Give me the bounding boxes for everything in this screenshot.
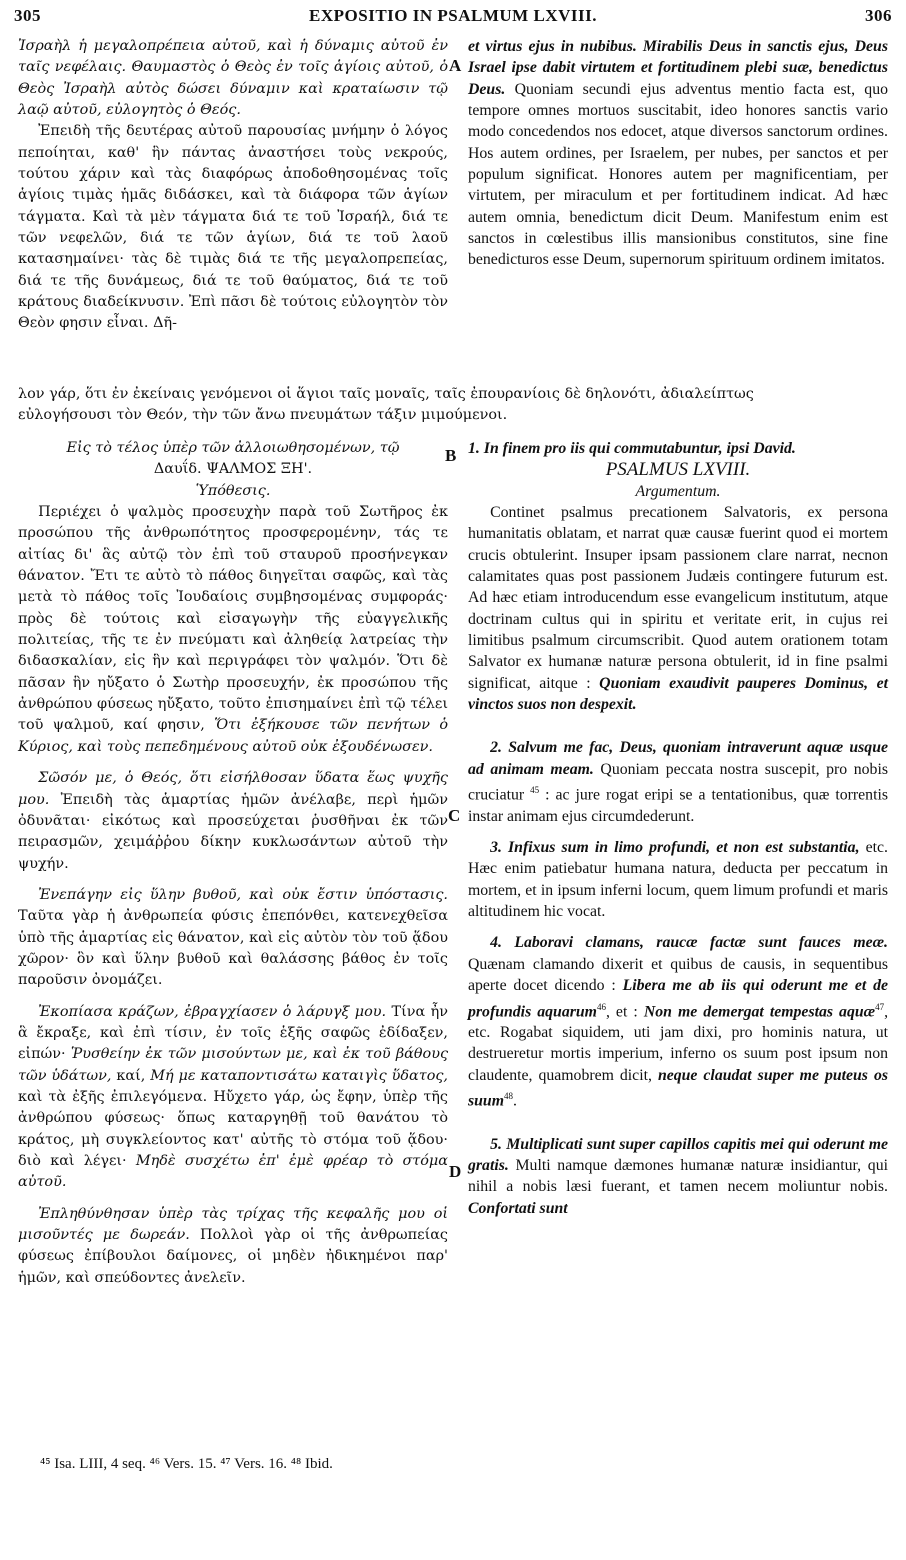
footnotes: ⁴⁵ Isa. LIII, 4 seq. ⁴⁶ Vers. 15. ⁴⁷ Vers. 16. ⁴⁸ Ibid. (40, 1456, 333, 1472)
page-number-right: 306 (865, 6, 892, 25)
latin-commentary-text: Quoniam secundi ejus adventus mentio facta est, quo tempore omnes mortuos suscitabit, ideo honores sanctis vario modo concedendos nos edocet, atque diversos sanctorum ordines. Hos autem ordines, per Israelem, per nubes, per sanctos et per populum significat. Honores autem per magnificentiam, per virtutem, per miraculum et per fortitudinem indicat. Ad hæc autem omnia, benedictum dicit Deum. Manifestum enim est sanctos in cœlestibus illis mansionibus constitutos, sine fine benedicturos esse Deum, supernorum spirituum ordinem imitatos. (468, 80, 888, 269)
latin-verse-4: 4. Laboravi clamans, raucæ factæ sunt fauces meæ. Quænam clamando dixerit et quibus de causis, in sequentibus aperte docet dicendo : Libera me ab iis qui oderunt me et de profundis aquarum$^{46}$, et : Non me demergat tempestas aquæ$^{47}$, etc. Rogabat siquidem, uti jam dixi, pro hominis natura, ut destrueretur mortis imperium, inferno os suum post ipsum non claudente, quamobrem dicit, neque claudat super me puteus os suum$^{48}$. (468, 934, 889, 1110)
latin-verse-3: 3. Infixus sum in limo profundi, et non est substantia, etc. Hæc enim patiebatur humana natura, deducta per peccatum in mortem, et in ipsum inferni locum, quem limum profundi et maris altitudinem hic vocat. (468, 839, 888, 921)
greek-column-lower (18, 438, 448, 1289)
latin-verse-5: 5. Multiplicati sunt super capillos capitis mei qui oderunt me gratis. Multi namque dæmones humanæ naturæ insidiantur, qui nihil a nobis læsi fuerant, et tamen necem moliuntur nobis. Confortati sunt (468, 1135, 888, 1217)
greek-verse-4: Ἐκοπίασα κράζων, ἐβραγχίασεν ὁ λάρυγξ μου. Τίνα ἦν ἃ ἔκραξε, καὶ ἐπὶ τίσιν, ἐν τοῖς ἑξῆς σαφῶς ἐδίδαξεν, εἰπών· Ῥυσθείην ἐκ τῶν μισούντων με, καὶ ἐκ τοῦ βάθους τῶν ὑδάτων, καί, Μή με καταποντισάτω καταιγὶς ὕδατος, καὶ τὰ ἐξῆς ἐπιλεγόμενα. Ηὔχετο γάρ, ὡς ἔφην, ὑπὲρ τῆς ἀνθρώπου φύσεως· ὅπως καταργηθῇ τοῦ θανάτου τὸ κράτος, μὴ συγκλείοντος κατ' αὐτῆς τὸ στόμα τοῦ ᾅδου· διὸ καὶ λέγει· Μηδὲ συσχέτω ἐπ' ἐμὲ φρέαρ τὸ στόμα αὐτοῦ. (18, 1003, 449, 1191)
latin-verse-3-lemma: 3. Infixus sum in limo profundi, et non est substantia, (490, 839, 860, 857)
greek-psalm-title-line-2: Δαυΐδ. ΨΑΛΜΟΣ ΞΗ'. (153, 461, 313, 478)
greek-verse-3-lemma: Ἐνεπάγην εἰς ὕλην βυθοῦ, καὶ οὐκ ἔστιν ὑπόστασις. (38, 886, 448, 903)
greek-commentary: Ἐπειδὴ τῆς δευτέρας αὐτοῦ παρουσίας μνήμην ὁ λόγος πεποίηται, καθ' ἣν πάντας ἀναστήσει τοὺς νεκρούς, τούτου χάριν καὶ τὰς διαφόρως ἀποδοθησομένας τοῖς ἁγίοις τιμὰς ἡμᾶς διδάσκει, καὶ τὰ διάφορα τῶν ἁγίων τάγματα. Καὶ τὰ μὲν τάγματα διά τε τοῦ Ἰσραήλ, διά τε τῶν νεφελῶν, διά τε τῶν ἁγίων, διά τε τοῦ λαοῦ κατασημαίνει· τὰς δὲ τιμὰς διά τε τῆς μεγαλοπρεπείας, διά τε τῆς δυνάμεως, διά τε τοῦ θαύματος, διά τε τοῦ κράτους διαδείκνυσιν. Ἐπὶ πᾶσι δὲ τούτοις εὐλογητὸν τὸν Θεὸν φησιν εἶναι. Δῆ- (18, 123, 448, 332)
greek-verse-3-text: Ταῦτα γὰρ ἡ ἀνθρωπεία φύσις ἐπεπόνθει, κατενεχθεῖσα ὑπὸ τῆς ἁμαρτίας εἰς θάνατον, καὶ εἰς αὐτὸν τὸν τοῦ ᾅδου χῶρον· ὃν καὶ ὕλην βυθοῦ καὶ θαλάσσης βάθος ἐν τοῖς παροῦσιν ὀνομάζει. (18, 908, 448, 989)
greek-full-line-1: λον γάρ, ὅτι ἐν ἐκείναις γενόμενοι οἱ ἅγιοι ταῖς μοναῖς, ταῖς ἐπουρανίοις δὲ δηλονότι, ἀδιαλείπτως (18, 386, 754, 402)
latin-psalm-title-line: 1. In finem pro iis qui commutabuntur, ipsi David. (468, 440, 796, 457)
latin-argumentum-quote: Quoniam exaudivit pauperes Dominus, et vinctos suos non despexit. (468, 674, 889, 714)
greek-verse-4-lemma: Ἐκοπίασα κράζων, ἐβραγχίασεν ὁ λάρυγξ μου. (38, 1003, 387, 1020)
greek-full-line-2: εὐλογήσουσι τὸν Θεόν, τὴν τῶν ἄνω πνευμάτων τάξιν μιμούμενοι. (18, 407, 508, 424)
greek-verse-5-text: Πολλοὶ γὰρ οἱ τῆς ἀνθρωπείας φύσεως ἐπίβουλοι δαίμονες, οἱ μηδὲν ἠδικημένοι παρ' ἡμῶν, καὶ σπεύδοντες ἀνελεῖν. (18, 1227, 448, 1286)
greek-psalm-title-line-1: Εἰς τὸ τέλος ὑπὲρ τῶν ἀλλοιωθησομένων, τῷ (66, 440, 400, 456)
latin-psalm-number: PSALMUS LXVIII. (605, 459, 751, 481)
greek-verse-2 (18, 768, 448, 875)
greek-verse-2-text: Ἐπειδὴ τὰς ἁμαρτίας ἡμῶν ἀνέλαβε, περὶ ἡμῶν ὀδυνᾶται· εἰκότως καὶ προσεύχεται ῥυσθῆναι ἐκ τῶν πειρασμῶν, χειμάῤῥου δίκην κυκλωσάντων αὐτοῦ τὴν ψυχήν. (18, 791, 448, 872)
greek-hypothesis-text: Περιέχει ὁ ψαλμὸς προσευχὴν παρὰ τοῦ Σωτῆρος ἐκ προσώπου τῆς ἀνθρωπότητος προσφερομένην, τάς τε αἰτίας δι' ἃς αὐτῷ τὸν ἐπὶ τοῦ σταυροῦ προσήνεγκαν θάνατον. Ἔτι τε αὐτὸ τὸ πάθος διηγεῖται σαφῶς, καὶ τὰς μετὰ τὸ πάθος τοῖς Ἰουδαίοις συμβησομένας συμφοράς· πρὸς δὲ τούτοις καὶ εἰσαγωγὴν τῆς εὐαγγελικῆς πολιτείας, τῆς τε ἐν πνεύματι καὶ ἀληθείᾳ λατρείας τὴν διδασκαλίαν, εἰς ἣν καὶ περιγράφει τὸν ψαλμόν. Ὅτι δὲ πᾶσαν ἣν ηὔξατο ὁ Σωτὴρ προσευχήν, ἐκ προσώπου τῆς ἀνθρώπου φύσεως ηὔξατο, τοῦτο ἐπισημαίνει ἐπὶ τῷ τέλει τοῦ ψαλμοῦ, καί φησιν, Ὅτι ἐξήκουσε τῶν πενήτων ὁ Κύριος, καὶ τοὺς πεπεδημένους αὐτοῦ οὐκ ἐξουδένωσεν. (18, 504, 448, 755)
greek-verse-2-lemma: Σῶσόν με, ὁ Θεός, ὅτι εἰσήλθοσαν ὕδατα ἕως ψυχῆς μου. (18, 770, 448, 808)
latin-verse-2-lemma: 2. Salvum me fac, Deus, quoniam intraverunt aquæ usque ad animam meam. (468, 739, 888, 778)
page-number-left: 305 (14, 6, 41, 25)
margin-letter-b: B (445, 446, 457, 465)
footnote-ref-47[interactable]: 47 (875, 1001, 885, 1012)
footnote-ref-46[interactable]: 46 (596, 1001, 606, 1012)
footnote-ref-48[interactable]: 48 (504, 1091, 514, 1102)
greek-verse-3 (18, 885, 448, 992)
margin-letter-a: A (449, 56, 462, 75)
greek-verse-5-lemma: Ἐπληθύνθησαν ὑπὲρ τὰς τρίχας τῆς κεφαλῆς μου οἱ μισοῦντές με δωρεάν. (18, 1205, 448, 1244)
latin-argumentum-text: Continet psalmus precationem Salvatoris, ex persona humanitatis oblatam, et narrat quæ causæ fuerint quod ei mortem crucis obtulerint. Insuper ipsam passionem clare narrat, necnon calamitates quas post passionem Judæis contingere futurum est. Ad hæc etiam introducendum esse evangelicum institutum, atque doctrinam cultus qui in spiritu et veritate erit, in cujus rei limitibus psalmum circumscribit. Quod autem orationem totam Salvator ex humanæ naturæ persona obtulerit, id in fine psalmi significat, aitque : Quoniam exaudivit pauperes Dominus, et vinctos suos non despexit. (468, 504, 889, 714)
greek-verse-5 (18, 1204, 448, 1289)
greek-column-upper (18, 36, 448, 390)
greek-full-width-continuation (18, 384, 888, 427)
running-header (14, 6, 892, 30)
latin-verse-4-lemma: 4. Laboravi clamans, raucæ factæ sunt fauces meæ. (490, 934, 888, 952)
latin-verse-2: 2. Salvum me fac, Deus, quoniam intraverunt aquæ usque ad animam meam. Quoniam peccata nostra suscepit, pro nobis cruciatur $^{45}$ : ac jure rogat eripi se a tentationibus, quæ torrentis instar animam ejus circumdederunt. (468, 739, 889, 825)
latin-verse-5-lemma: 5. Multiplicati sunt super capillos capitis mei qui oderunt me gratis. (468, 1135, 888, 1175)
latin-column-lower (468, 438, 888, 1219)
greek-verse-lemma: Ἰσραὴλ ἡ μεγαλοπρέπεια αὐτοῦ, καὶ ἡ δύναμις αὐτοῦ ἐν ταῖς νεφέλαις. Θαυμαστὸς ὁ Θεὸς ἐν τοῖς ἁγίοις αὐτοῦ, ὁ Θεὸς Ἰσραὴλ αὐτὸς δώσει δύναμιν καὶ κραταίωσιν τῷ λαῷ αὐτοῦ, εὐλογητὸς ὁ Θεός. (18, 38, 448, 119)
margin-letter-c: C (448, 806, 461, 825)
latin-commentary-upper (468, 36, 888, 271)
margin-letter-d: D (449, 1162, 462, 1181)
latin-column-upper (468, 36, 888, 390)
latin-argumentum-heading: Argumentum. (635, 482, 721, 500)
greek-hypothesis-quote: Ὅτι ἐξήκουσε τῶν πενήτων ὁ Κύριος, καὶ τοὺς πεπεδημένους αὐτοῦ οὐκ ἐξουδένωσεν. (18, 717, 448, 755)
footnote-ref-45[interactable]: 45 (530, 785, 540, 796)
greek-hypothesis-heading: Ὑπόθεσις. (195, 482, 271, 499)
running-title: EXPOSITIO IN PSALMUM LXVIII. (309, 6, 597, 25)
latin-verse-lemma: et virtus ejus in nubibus. Mirabilis Deus in sanctis ejus, Deus Israel ipse dabit virtutem et fortitudinem plebi suæ, benedictus Deus. (468, 38, 888, 98)
